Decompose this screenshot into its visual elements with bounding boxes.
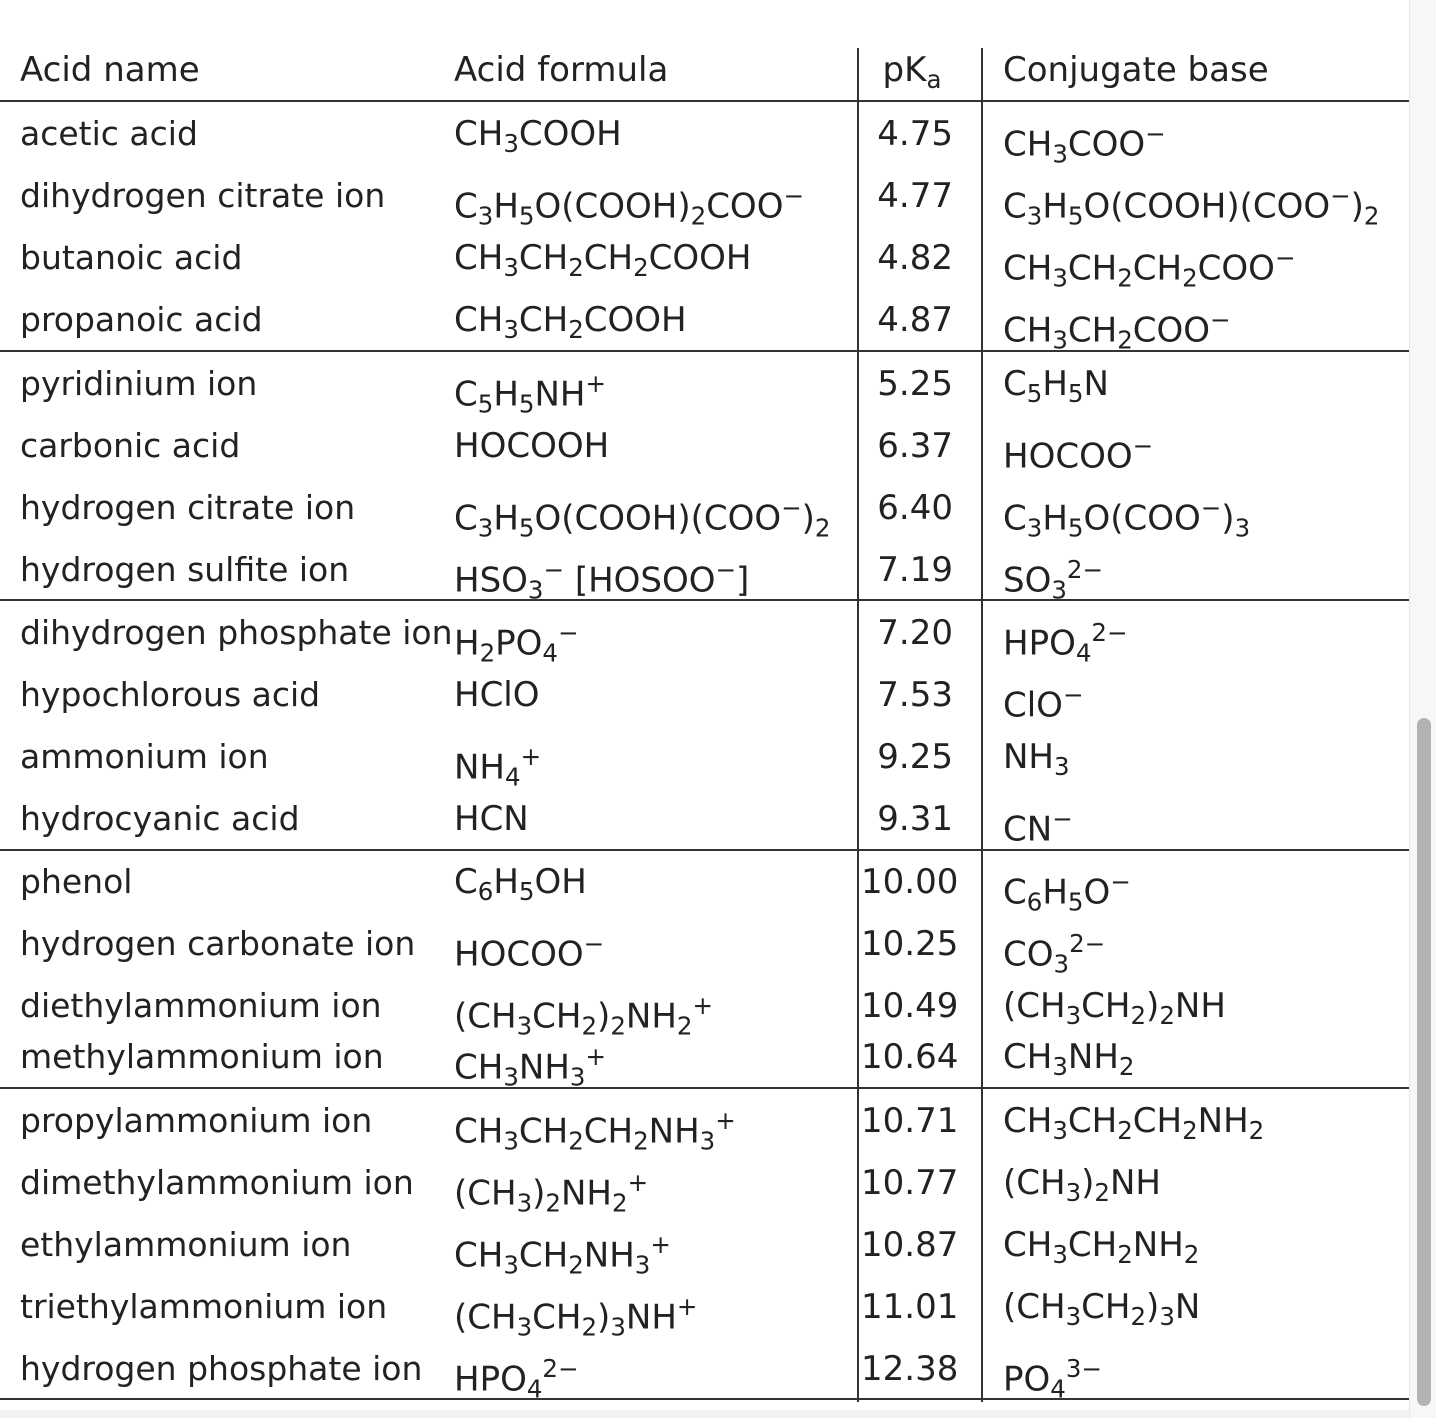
pka-cell: 9.25 (877, 737, 953, 777)
acid-name-cell: ammonium ion (20, 737, 269, 776)
table-row (0, 546, 1410, 605)
conjugate-base-cell: $(CH_3CH_2)_3N$ (1003, 1287, 1201, 1331)
pka-cell: 7.53 (877, 675, 953, 715)
header-acid-formula: Acid formula (454, 50, 669, 90)
table-row (0, 609, 1410, 668)
conjugate-base-cell: $HPO_4^{2-}$ (1003, 618, 1128, 668)
pka-cell: 10.49 (861, 986, 959, 1026)
acid-name-cell: phenol (20, 862, 133, 901)
pka-cell: 5.25 (877, 364, 953, 404)
conjugate-base-cell: $PO_4^{3-}$ (1003, 1354, 1102, 1404)
table-row (0, 296, 1410, 355)
pka-cell: 10.71 (861, 1101, 959, 1141)
pka-cell: 10.00 (861, 862, 959, 902)
acid-formula-cell: $NH_4^+$ (454, 742, 542, 792)
header-rule (0, 100, 1410, 102)
conjugate-base-cell: $C_6H_5O^-$ (1003, 867, 1131, 917)
vertical-scrollbar[interactable] (1409, 0, 1436, 1418)
acid-name-cell: dihydrogen phosphate ion (20, 613, 453, 652)
conjugate-base-cell: $C_5H_5N$ (1003, 364, 1109, 408)
acid-formula-cell: $H_2PO_4^-$ (454, 618, 579, 668)
table-row (0, 671, 1410, 726)
pka-cell: 4.87 (877, 300, 953, 340)
pka-cell: 9.31 (877, 799, 953, 839)
table-row (0, 422, 1410, 477)
pka-cell: 6.37 (877, 426, 953, 466)
conjugate-base-cell: $CH_3NH_2$ (1003, 1037, 1135, 1081)
table-row (0, 858, 1410, 917)
conjugate-base-cell: $(CH_3)_2NH$ (1003, 1163, 1161, 1207)
table-row (0, 234, 1410, 293)
conjugate-base-cell: $CH_3CH_2CH_2COO^-$ (1003, 243, 1296, 293)
acid-name-cell: diethylammonium ion (20, 986, 382, 1025)
acid-name-cell: hydrogen carbonate ion (20, 924, 416, 963)
conjugate-base-cell: $SO_3^{2-}$ (1003, 555, 1103, 605)
acid-formula-cell: $CH_3COOH$ (454, 114, 622, 158)
acid-name-cell: triethylammonium ion (20, 1287, 388, 1326)
group-divider-1 (0, 350, 1410, 352)
acid-formula-cell: $CH_3NH_3^+$ (454, 1042, 606, 1092)
conjugate-base-cell: CN− (1003, 804, 1073, 850)
acid-name-cell: pyridinium ion (20, 364, 258, 403)
conjugate-base-cell: $CH_3CH_2NH_2$ (1003, 1225, 1200, 1269)
acid-name-cell: hydrogen citrate ion (20, 488, 356, 527)
acid-formula-cell: HOCOO− (454, 929, 605, 975)
header-acid-name: Acid name (20, 50, 200, 90)
acid-formula-cell: $(CH_3)_2NH_2^+$ (454, 1168, 649, 1218)
acid-name-cell: carbonic acid (20, 426, 241, 465)
pka-cell: 4.82 (877, 238, 953, 278)
conjugate-base-cell: $CH_3CH_2COO^-$ (1003, 305, 1231, 355)
acid-formula-cell: $C_3H_5O(COOH)(COO^-)_2$ (454, 493, 831, 543)
acid-name-cell: hydrocyanic acid (20, 799, 300, 838)
table-row (0, 360, 1410, 419)
header-pka: $pK_a$ (882, 50, 942, 94)
acid-formula-cell: $CH_3CH_2CH_2NH_3^+$ (454, 1106, 736, 1156)
acid-formula-cell: $CH_3CH_2NH_3^+$ (454, 1230, 671, 1280)
group-divider-4 (0, 1087, 1410, 1089)
acid-name-cell: methylammonium ion (20, 1037, 384, 1076)
table-row (0, 982, 1410, 1041)
table-row (0, 733, 1410, 792)
table-row (0, 795, 1410, 850)
pka-cell: 7.19 (877, 550, 953, 590)
table-row (0, 1159, 1410, 1218)
conjugate-base-cell: ClO− (1003, 680, 1084, 726)
pka-cell: 4.77 (877, 176, 953, 216)
scrollbar-thumb[interactable] (1417, 718, 1431, 1406)
group-divider-3 (0, 849, 1410, 851)
acid-formula-cell: $(CH_3CH_2)_3NH^+$ (454, 1292, 698, 1342)
pka-cell: 11.01 (861, 1287, 959, 1327)
table-header-row (0, 46, 1410, 94)
pka-cell: 12.38 (861, 1349, 959, 1389)
table-row (0, 1097, 1410, 1156)
pka-cell: 4.75 (877, 114, 953, 154)
pka-cell: 7.20 (877, 613, 953, 653)
conjugate-base-cell: HOCOO− (1003, 431, 1154, 477)
table-row (0, 110, 1410, 169)
acid-name-cell: ethylammonium ion (20, 1225, 352, 1264)
acid-formula-cell: HCN (454, 799, 529, 839)
acid-name-cell: dihydrogen citrate ion (20, 176, 386, 215)
pka-cell: 10.25 (861, 924, 959, 964)
conjugate-base-cell: $CH_3CH_2CH_2NH_2$ (1003, 1101, 1265, 1145)
acid-formula-cell: $C_3H_5O(COOH)_2COO^-$ (454, 181, 804, 231)
table-row (0, 172, 1410, 231)
header-conjugate-base: Conjugate base (1003, 50, 1269, 90)
table-bottom-rule (0, 1398, 1410, 1400)
table-row (0, 920, 1410, 979)
acid-name-cell: propanoic acid (20, 300, 263, 339)
bottom-strip (0, 1410, 1410, 1418)
conjugate-base-cell: $NH_3$ (1003, 737, 1070, 781)
pka-cell: 10.64 (861, 1037, 959, 1077)
acid-formula-cell: $HSO_3^-$ [HOSOO−] (454, 555, 750, 605)
acid-name-cell: acetic acid (20, 114, 198, 153)
acid-formula-cell: $CH_3CH_2COOH$ (454, 300, 687, 344)
conjugate-base-cell: $CO_3^{2-}$ (1003, 929, 1106, 979)
pka-cell: 6.40 (877, 488, 953, 528)
acid-name-cell: dimethylammonium ion (20, 1163, 414, 1202)
pka-cell: 10.87 (861, 1225, 959, 1265)
table-row (0, 1221, 1410, 1280)
table-row (0, 1345, 1410, 1404)
acid-name-cell: hydrogen sulfite ion (20, 550, 350, 589)
conjugate-base-cell: $(CH_3CH_2)_2NH$ (1003, 986, 1226, 1030)
acid-name-cell: hydrogen phosphate ion (20, 1349, 423, 1388)
table-row (0, 1033, 1410, 1092)
conjugate-base-cell: $C_3H_5O(COOH)(COO^-)_2$ (1003, 181, 1380, 231)
acid-formula-cell: $C_5H_5NH^+$ (454, 369, 606, 419)
acid-formula-cell: $CH_3CH_2CH_2COOH$ (454, 238, 752, 282)
acid-formula-cell: $HPO_4^{2-}$ (454, 1354, 579, 1404)
acid-name-cell: hypochlorous acid (20, 675, 321, 714)
table-row (0, 484, 1410, 543)
acid-name-cell: butanoic acid (20, 238, 243, 277)
acid-name-cell: propylammonium ion (20, 1101, 373, 1140)
conjugate-base-cell: $C_3H_5O(COO^-)_3$ (1003, 493, 1251, 543)
acid-formula-cell: HClO (454, 675, 540, 715)
acid-formula-cell: $(CH_3CH_2)_2NH_2^+$ (454, 991, 713, 1041)
table-row (0, 1283, 1410, 1342)
acid-formula-cell: $C_6H_5OH$ (454, 862, 587, 906)
pka-cell: 10.77 (861, 1163, 959, 1203)
conjugate-base-cell: $CH_3COO^-$ (1003, 119, 1166, 169)
acid-formula-cell: HOCOOH (454, 426, 610, 466)
